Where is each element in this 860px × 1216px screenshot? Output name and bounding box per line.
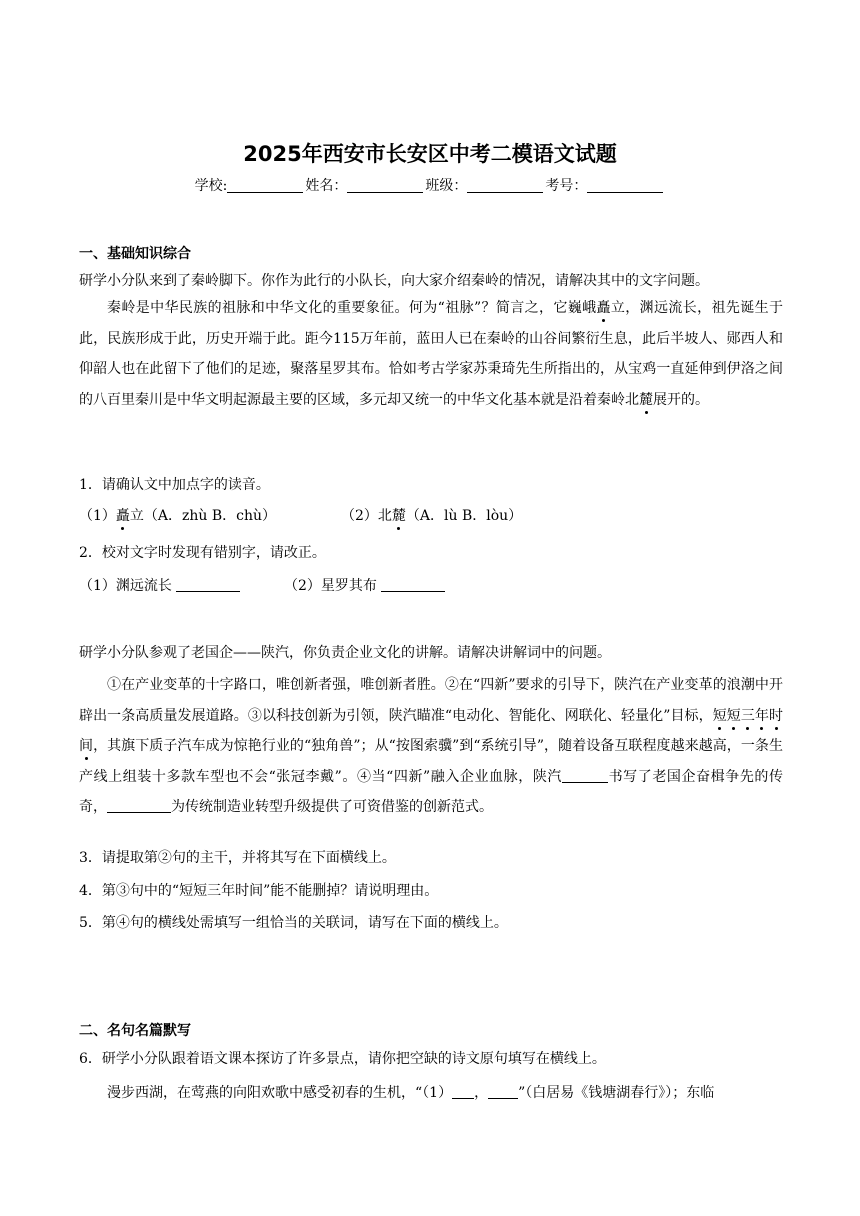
section1-intro: 研学小分队来到了秦岭脚下。你作为此行的小队长，向大家介绍秦岭的情况，请解决其中的文字问题。 <box>79 273 709 289</box>
qinling-passage <box>79 293 783 415</box>
question-2-item-a: （1）渊远流长 <box>79 575 240 595</box>
class-blank[interactable] <box>467 178 543 193</box>
conjunction-blank-1[interactable] <box>562 769 608 783</box>
name-blank[interactable] <box>347 178 423 193</box>
dotted-char: 短 <box>712 707 727 724</box>
dotted-char: 间 <box>79 738 94 754</box>
poem-blank-1a[interactable] <box>452 1085 474 1099</box>
school-blank[interactable] <box>227 178 303 193</box>
dotted-char-chu-option: 矗 <box>115 508 130 524</box>
passage-text-2: 立，渊远流长，祖先诞生于此，民族形成于此，历史开端于此。距今115万年前，蓝田人已在秦岭的山谷间繁衍生息，此后半坡人、郧西人和仰韶人也在此留下了他们的足迹，聚落星罗其布。恰如考古学家苏秉琦先生所指出的，从宝鸡一直延伸到伊洛之间的八百里秦川是中华文明起源最主要的区域，多元却又统一的中华文化基本就是沿着秦岭北 <box>79 300 784 408</box>
question-2: 2．校对文字时发现有错别字，请改正。 <box>79 545 326 561</box>
shaanqi-passage: ①在产业变革的十字路口，唯创新者强，唯创新者胜。②在“四新”要求的引导下，陕汽在产业变革的浪潮中开辟出一条高质量发展道路。③以科技创新为引领，陕汽瞄准“电动化、智能化、网联化、轻量化”目标，短短三年时间，其旗下质子汽车成为惊艳行业的“独角兽”；从“按图索骥”到“系统引导”，随着设备互联程度越来越高，一条生产线上组装十多款车型也不会“张冠李戴”。④当“四新”融入企业血脉，陕汽 书写了老国企奋楫争先的传奇， 为传统制造业转型升级提供了可资借鉴的创新范式。 <box>79 677 784 815</box>
school-label: 学校: <box>194 178 228 194</box>
number-label: 考号： <box>545 178 588 194</box>
dotted-char-chu: 矗 <box>596 300 611 316</box>
dotted-char: 时 <box>769 707 784 724</box>
passage-text-3: 展开的。 <box>653 391 709 408</box>
passage-text-1: 秦岭是中华民族的祖脉和中华文化的重要象征。何为“祖脉”？简言之，它巍峨 <box>107 300 597 316</box>
poem-blank-1b[interactable] <box>488 1085 518 1099</box>
page-title: 2025年西安市长安区中考二模语文试题 <box>243 142 617 166</box>
dotted-char: 年 <box>754 707 770 724</box>
question-6-passage: 漫步西湖，在莺燕的向阳欢歌中感受初春的生机，“（1） ， ”（白居易《钱塘湖春行》）；东临 <box>107 1085 715 1101</box>
section2-heading: 二、名句名篇默写 <box>79 1023 191 1039</box>
name-label: 姓名： <box>305 178 348 194</box>
question-1: 1．请确认文中加点字的读音。 <box>79 477 270 493</box>
student-info-row <box>0 175 860 195</box>
dotted-char: 短 <box>726 707 741 724</box>
answer-blank-2a[interactable] <box>176 578 240 592</box>
question-3: 3．请提取第②句的主干，并将其写在下面横线上。 <box>79 850 396 866</box>
question-5: 5．第④句的横线处需填写一组恰当的关联词，请写在下面的横线上。 <box>79 915 508 931</box>
question-6: 6．研学小分队跟着语文课本探访了许多景点，请你把空缺的诗文原句填写在横线上。 <box>79 1051 606 1067</box>
dotted-char: 三 <box>740 707 755 724</box>
question-1-option-b: （2）北麓（A．lù B．lòu） <box>341 508 523 524</box>
class-label: 班级： <box>425 178 468 194</box>
answer-blank-2b[interactable] <box>381 578 445 592</box>
dotted-char-lu-option: 麓 <box>391 508 406 524</box>
number-blank[interactable] <box>587 178 663 193</box>
section1-heading: 一、基础知识综合 <box>79 246 191 262</box>
section1-intro-2: 研学小分队参观了老国企——陕汽，你负责企业文化的讲解。请解决讲解词中的问题。 <box>79 645 611 661</box>
dotted-char-lu: 麓 <box>639 391 653 408</box>
conjunction-blank-2[interactable] <box>107 799 171 813</box>
question-1-option-a: （1）矗立（A．zhù B．chù） <box>79 508 277 524</box>
question-2-item-b: （2）星罗其布 <box>284 575 445 595</box>
question-4: 4．第③句中的“短短三年时间”能不能删掉？请说明理由。 <box>79 883 439 899</box>
